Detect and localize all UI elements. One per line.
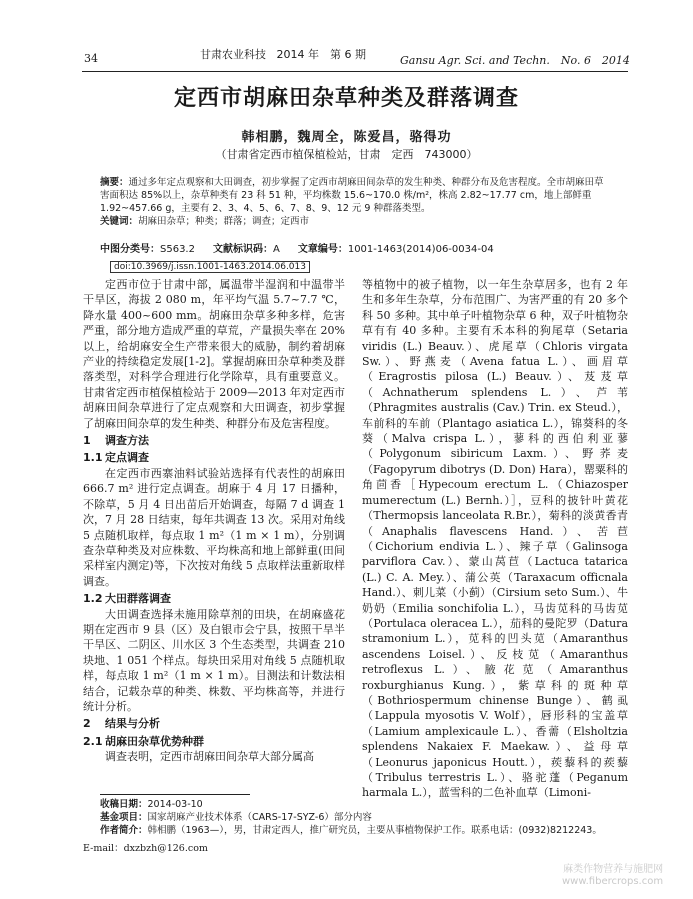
section-heading xyxy=(83,433,345,448)
heading-number: 1.2 xyxy=(83,592,103,606)
fund-text: 国家胡麻产业技术体系（CARS-17-SYZ-6）部分内容 xyxy=(147,812,372,823)
doc-label: 文献标识码： xyxy=(212,244,273,255)
clc-field xyxy=(100,243,195,257)
watermark-line2: www.fibercrops.com xyxy=(562,876,664,887)
heading-number: 2.1 xyxy=(83,734,103,748)
heading-text: 结果与分析 xyxy=(105,717,160,731)
abstract-label: 摘要： xyxy=(100,177,129,188)
body-paragraph: 定西市位于甘肃中部，属温带半湿润和中温带半干旱区，海拔 2 080 m，年平均气温 5.7~7.7 ℃，降水量 400~600 mm。胡麻田杂草多种多样，危害严重，部分地方造成严重的草荒，产量损失率在 20%以上，给胡麻安全生产带来很大的威胁，制约着胡麻产业的持续稳定发展[1-2]。掌握胡麻田杂草种类及群落类型，对科学合理进行化学除草，具有重要意义。甘肃省定西市植保植检站于 2009—2013 年对定西市胡麻田间杂草进行了定点观察和大田调查，初步掌握了胡麻田间杂草的发生种类、种群分布及危害程度。 xyxy=(83,278,345,430)
journal-name-cn xyxy=(200,46,366,62)
author-list: 韩相鹏，魏周全，陈爱昌，骆得功 xyxy=(241,130,452,145)
received-label: 收稿日期： xyxy=(100,799,148,810)
journal-name-en: Gansu Agr. Sci. and Techn. No. 6 2014 xyxy=(400,54,630,67)
article-value: 1001-1463(2014)06-0034-04 xyxy=(347,244,494,255)
left-column xyxy=(83,277,345,765)
watermark-line1: 麻类作物营养与施肥网 xyxy=(563,864,664,875)
subsection-heading xyxy=(83,734,345,749)
keywords-label: 关键词： xyxy=(100,216,139,227)
body-paragraph: 大田调查选择未施用除草剂的田块，在胡麻盛花期在定西市 9 县（区）及白银市会宁县，按照干旱半干旱区、二阴区、川水区 3 个生态类型，共调查 210 块地、1 051 个样点。每块田采用对角线 5 点随机取样，每点取 1 m²（1 m × 1 m）。目测法和计数法相结合，记载杂草的种类、株数、平均株高等，并进行统计分析。 xyxy=(83,607,345,713)
right-column xyxy=(362,277,628,801)
body-paragraph: 调查表明，定西市胡麻田间杂草大部分属高 xyxy=(105,750,314,764)
keywords-text: 胡麻田杂草；种类；群落；调查；定西市 xyxy=(138,216,310,227)
fund-label: 基金项目： xyxy=(100,812,148,823)
body-paragraph: 等植物中的被子植物，以一年生杂草居多，也有 2 年生和多年生杂草，分布范围广、为害严重的有 20 多个科 50 多种。其中单子叶植物杂草 6 种，双子叶植物杂草有有 40 多种。主要有禾本科的狗尾草（Setaria viridis (L.) Beauv.）、虎尾草（Chloris virgata Sw.）、野燕麦（Avena fatua L.）、画眉草（Eragrostis pilosa (L.) Beauv.）、芨芨草（Achnatherum splendens L.）、芦苇（Phragmites australis (Cav.) Trin. ex Steud.），车前科的车前（Plantago asiatica L.），锦葵科的冬葵（Malva crispa L.），蓼科的西伯利亚蓼（Polygonum sibiricum Laxm.）、野荞麦（Fagopyrum dibotrys (D. Don) Hara），罂粟科的角茴香［Hypecoum erectum L.（Chiazosper mumerectum (L.) Bernh.）］，豆科的披针叶黄花（Thermopsis lanceolata R.Br.），菊科的淡黄香青（Anaphalis flavescens Hand.）、苦苣（Cichorium endivia L.）、辣子草（Galinsoga parviflora Cav.）、蒙山莴苣（Lactuca tatarica (L.) C. A. Mey.）、蒲公英（Taraxacum officnala Hand.）、刺儿菜（小蓟）（Cirsium seto Sum.）、牛奶奶（Emilia sonchifolia L.），马齿苋科的马齿苋（Portulaca oleracea L.），茄科的曼陀罗（Datura stramonium L.），苋科的凹头苋（Amaranthus ascendens Loisel.）、反枝苋（Amaranthus retroflexus L.）、腋花苋（Amaranthus roxburghianus Kung.），紫草科的斑种草（Bothriospermum chinense Bunge）、鹤虱（Lappula myosotis V. Wolf），唇形科的宝盖草（Lamium amplexicaule L.）、香薷（Elsholtzia splendens Nakaiex F. Maekaw.）、益母草（Leonurus japonicus Houtt.），蒺藜科的蒺藜（Tribulus terrestris L.）、骆驼蓬（Peganum harmala L.），蓝雪科的二色补血草（Limoni- xyxy=(362,278,628,800)
classification-row xyxy=(100,243,610,257)
site-watermark xyxy=(562,864,663,888)
header-rule xyxy=(82,71,628,72)
received-line xyxy=(100,798,630,811)
article-field xyxy=(298,243,494,257)
doc-field xyxy=(213,243,280,257)
clc-value: S563.2 xyxy=(160,244,195,255)
doc-value: A xyxy=(272,244,280,255)
page-number: 34 xyxy=(84,52,98,65)
footnote-rule xyxy=(100,794,250,795)
abstract-block xyxy=(100,176,610,228)
author-bio-line xyxy=(100,824,630,837)
heading-number: 2 xyxy=(83,717,91,731)
subsection-heading xyxy=(83,450,345,465)
author-bio-text: 韩相鹏（1963—），男，甘肃定西人，推广研究员，主要从事植物保护工作。联系电话：(0932)8212243。 xyxy=(147,825,602,836)
heading-text: 定点调查 xyxy=(105,451,149,465)
page-header xyxy=(0,0,693,80)
subsection-heading xyxy=(83,591,345,606)
doi-link[interactable]: doi:10.3969/j.issn.1001-1463.2014.06.013 xyxy=(110,261,310,273)
fund-line xyxy=(100,811,630,824)
article-label: 文章编号： xyxy=(297,244,348,255)
journal-cn: 甘肃农业科技 xyxy=(200,48,266,61)
author-bio-label: 作者简介： xyxy=(100,825,148,836)
abstract-text: 通过多年定点观察和大田调查，初步掌握了定西市胡麻田间杂草的发生种类、种群分布及危害程度。全市胡麻田草害面积达 85%以上，杂草种类有 23 科 51 种，平均株数 15.6~170.0 株/m²，株高 2.82~17.77 cm，地上部鲜重 1.92~457.66 g，主要有 2、3、4、5、6、7、8、9、12 元 9 种群落类型。 xyxy=(100,177,604,214)
heading-text: 大田群落调查 xyxy=(105,592,171,606)
body-paragraph: 在定西市西寨油料试验站选择有代表性的胡麻田 666.7 m² 进行定点调查。胡麻于 4 月 17 日播种，不除草，5 月 4 日出苗后开始调查，每隔 7 d 调查 1 次，7 月 28 日结束，每年共调查 13 次。采用对角线 5 点随机取样，每点取 1 m²（1 m × 1 m），分别调查杂草种类及对应株数、平均株高和地上部鲜重(田间采样室内测定)等，下次按对角线 5 点取样法重新取样调查。 xyxy=(83,466,345,588)
year-issue-cn: 2014 年 第 6 期 xyxy=(276,48,366,61)
paper-title: 定西市胡麻田杂草种类及群落调查 xyxy=(173,86,519,111)
clc-label: 中图分类号： xyxy=(100,244,160,255)
email-link[interactable]: E-mail：dxzbzh@126.com xyxy=(83,843,208,854)
heading-number: 1 xyxy=(83,434,91,448)
affiliation: （甘肃省定西市植保植检站，甘肃 定西 743000） xyxy=(215,148,478,161)
heading-number: 1.1 xyxy=(83,451,103,465)
section-heading xyxy=(83,716,345,731)
received-date: 2014-03-10 xyxy=(147,799,203,810)
heading-text: 调查方法 xyxy=(105,434,149,448)
heading-text: 胡麻田杂草优势种群 xyxy=(105,734,204,748)
footnote-block xyxy=(100,798,630,837)
